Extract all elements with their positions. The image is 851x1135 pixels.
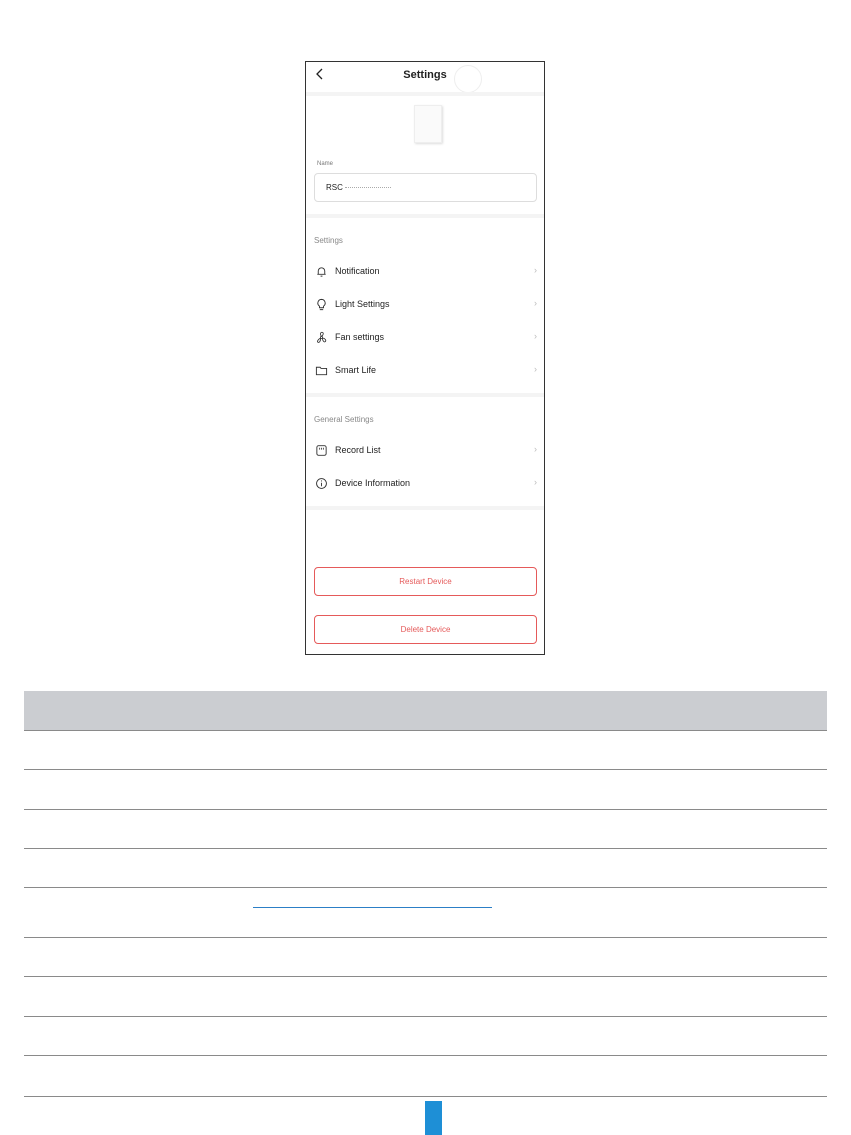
top-bar	[306, 62, 544, 92]
page-tab-marker	[425, 1101, 442, 1135]
divider	[306, 92, 544, 96]
link-underline[interactable]	[253, 907, 492, 908]
section-label-general: General Settings	[314, 415, 374, 424]
divider	[306, 506, 544, 510]
section-label-settings: Settings	[314, 236, 343, 245]
menu-item-label: Record List	[335, 445, 381, 455]
bulb-icon	[315, 298, 328, 311]
menu-item-label: Light Settings	[335, 299, 390, 309]
table-row-divider	[24, 1016, 827, 1017]
name-label: Name	[317, 161, 334, 167]
menu-item-label: Smart Life	[335, 365, 377, 375]
page-title: Settings	[403, 69, 447, 81]
device-image	[414, 105, 442, 143]
table-row-divider	[24, 809, 827, 810]
chevron-right-icon: ›	[534, 477, 537, 487]
table-row-divider	[24, 1096, 827, 1097]
table-header	[24, 691, 827, 731]
folder-icon	[315, 364, 328, 377]
menu-item-smart-life[interactable]	[306, 359, 544, 383]
delete-device-button[interactable]: Delete Device	[314, 615, 537, 644]
menu-item-fan-settings[interactable]	[306, 326, 544, 350]
table-row-divider	[24, 1055, 827, 1056]
table-row-divider	[24, 887, 827, 888]
table-row-divider	[24, 848, 827, 849]
table-row-divider	[24, 976, 827, 977]
chevron-right-icon: ›	[534, 364, 537, 374]
divider	[306, 214, 544, 218]
chevron-right-icon: ›	[534, 444, 537, 454]
phone-screen	[305, 61, 545, 655]
menu-item-notification[interactable]	[306, 260, 544, 284]
touch-indicator	[454, 65, 482, 93]
table-row-divider	[24, 769, 827, 770]
restart-device-button[interactable]: Restart Device	[314, 567, 537, 596]
menu-item-label: Device Information	[335, 478, 411, 488]
name-field[interactable]	[314, 173, 537, 202]
menu-item-light-settings[interactable]	[306, 293, 544, 317]
menu-item-label: Fan settings	[335, 332, 385, 342]
info-icon	[315, 477, 328, 490]
table-row-divider	[24, 730, 827, 731]
chevron-right-icon: ›	[534, 331, 537, 341]
menu-item-record-list[interactable]	[306, 439, 544, 463]
divider	[306, 393, 544, 397]
chevron-right-icon: ›	[534, 265, 537, 275]
redacted-text	[345, 186, 391, 188]
menu-item-device-information[interactable]	[306, 472, 544, 496]
table-row-divider	[24, 937, 827, 938]
chevron-right-icon: ›	[534, 298, 537, 308]
name-value: RSC	[326, 183, 343, 192]
bell-icon	[315, 265, 328, 278]
record-icon	[315, 444, 328, 457]
menu-item-label: Notification	[335, 266, 380, 276]
fan-icon	[315, 331, 328, 344]
